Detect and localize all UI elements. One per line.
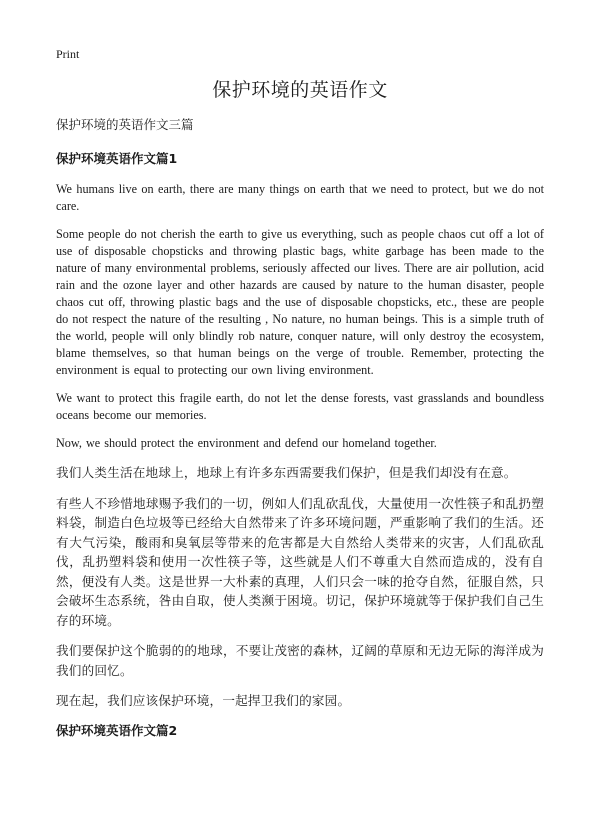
document-subtitle: 保护环境的英语作文三篇 <box>56 117 194 132</box>
chinese-paragraph-1: 我们人类生活在地球上，地球上有许多东西需要我们保护，但是我们却没有在意。 <box>56 465 517 480</box>
section-heading-1: 保护环境英语作文篇1 <box>56 151 178 166</box>
english-paragraph-1: We humans live on earth, there are many things on earth that we need to protect, but we do not care. <box>56 182 544 213</box>
chinese-paragraph-4: 现在起，我们应该保护环境，一起捍卫我们的家园。 <box>56 693 351 708</box>
chinese-paragraph-2: 有些人不珍惜地球赐予我们的一切，例如人们乱砍乱伐，大量使用一次性筷子和乱扔塑料袋，制造白色垃圾等已经给大自然带来了许多环境问题，严重影响了我们的生活。还有大气污染，酸雨和臭氧层等带来的危害都是大自然给人类带来的灾害，人们乱砍乱伐，乱扔塑料袋和使用一次性筷子等，这些就是人们不尊重大自然而造成的，没有自然，便没有人类。这是世界一大朴素的真理，人们只会一味的抢夺自然，征服自然，只会破坏生态系统，咎由自取，使人类濒于困境。切记，保护环境就等于保护我们自己生存的环境。 <box>56 495 544 628</box>
english-paragraph-4: Now, we should protect the environment and defend our homeland together. <box>56 436 437 450</box>
print-label: Print <box>56 47 80 61</box>
english-paragraph-2: Some people do not cherish the earth to give us everything, such as people chaos cut off a lot of use of disposable chopsticks and throwing plastic bags, white garbage has been made to the nature of many environmental problems, seriously affected our lives. There are air pollution, acid rain and the ozone layer and other hazards are caused by nature to the human disaster, people chaos cut off, throwing plastic bags and the use of disposable chopsticks, etc., these are people do not respect the nature of the resulting , No nature, no human beings. This is a simple truth of the world, people will only blindly rob nature, conquer nature, will only destroy the ecosystem, blame themselves, so that human beings on the verge of trouble. Remember, protecting the environment is equal to protecting our own living environment. <box>56 227 544 377</box>
document-title: 保护环境的英语作文 <box>212 79 388 101</box>
chinese-paragraph-3: 我们要保护这个脆弱的的地球，不要让茂密的森林，辽阔的草原和无边无际的海洋成为我们的回忆。 <box>56 643 544 678</box>
section-heading-2: 保护环境英语作文篇2 <box>56 722 178 738</box>
english-paragraph-3: We want to protect this fragile earth, do not let the dense forests, vast grasslands and boundless oceans become our memories. <box>56 391 544 422</box>
